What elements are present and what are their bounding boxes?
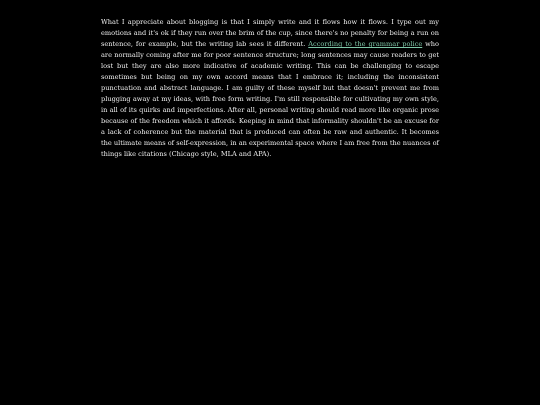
- blog-post-body: [101, 17, 439, 160]
- post-paragraph: [101, 17, 439, 160]
- paragraph-text-before-link: What I appreciate about blogging is that I simply write and it flows how it flows. I type out my emotions and it's ok if they run over the brim of the cup, since there's no penalty for being a run on sentence, for example, but the writing lab sees it different.: [101, 18, 439, 48]
- paragraph-text-after-link: who are normally coming after me for poor sentence structure; long sentences may cause readers to get lost but they are also more indicative of academic writing. This can be challenging to escape sometimes but being on my own accord means that I embrace it; including the inconsistent punctuation and abstract language. I am guilty of these myself but that doesn't prevent me from plugging away at my ideas, with free form writing. I'm still responsible for cultivating my own style, in all of its quirks and imperfections. After all, personal writing should read more like organic prose because of the freedom which it affords. Keeping in mind that informality shouldn't be an excuse for a lack of coherence but the material that is produced can often be raw and authentic. It becomes the ultimate means of self-expression, in an experimental space where I am free from the nuances of things like citations (Chicago style, MLA and APA).: [101, 40, 440, 158]
- grammar-police-link[interactable]: According to the grammar police: [308, 40, 423, 48]
